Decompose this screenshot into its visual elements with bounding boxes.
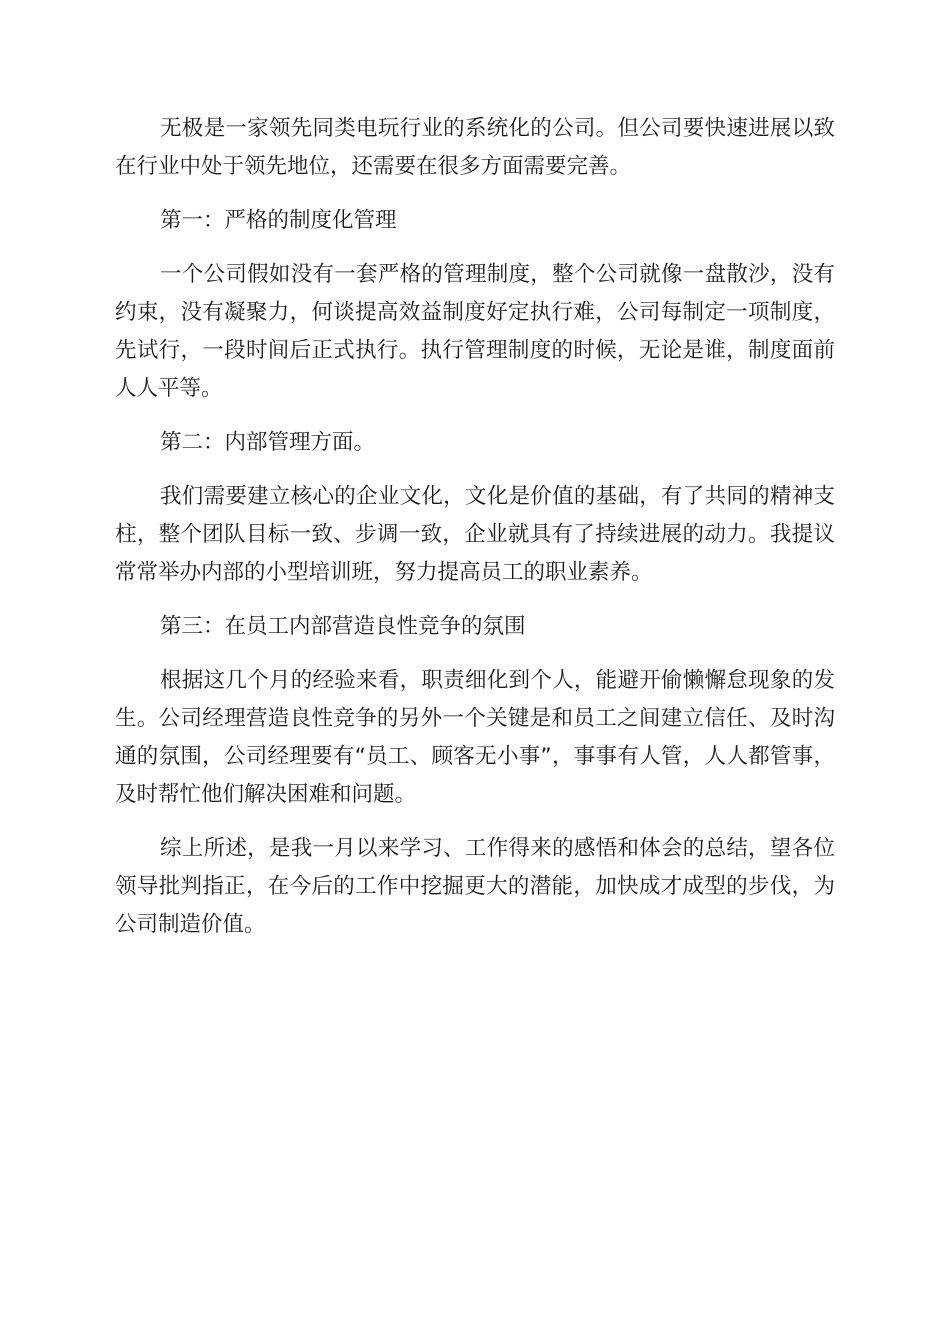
paragraph-corporate-culture: 我们需要建立核心的企业文化，文化是价值的基础，有了共同的精神支柱，整个团队目标一致、步调一致，企业就具有了持续进展的动力。我提议常常举办内部的小型培训班，努力提高员工的职业素养。 [115,484,835,585]
section-heading-2: 第二：内部管理方面。 [160,430,376,455]
section-heading-1: 第一：严格的制度化管理 [160,208,397,233]
paragraph-management-system: 一个公司假如没有一套严格的管理制度，整个公司就像一盘散沙，没有约束，没有凝聚力，何谈提高效益制度好定执行难，公司每制定一项制度，先试行，一段时间后正式执行。执行管理制度的时候，无论是谁，制度面前人人平等。 [115,262,835,401]
paragraph-intro: 无极是一家领先同类电玩行业的系统化的公司。但公司要快速进展以致在行业中处于领先地位，还需要在很多方面需要完善。 [115,116,835,179]
document-body [115,110,835,960]
paragraph-competition: 根据这几个月的经验来看，职责细化到个人，能避开偷懒懈怠现象的发生。公司经理营造良性竞争的另外一个关键是和员工之间建立信任、及时沟通的氛围，公司经理要有“员工、顾客无小事”，事事有人管，人人都管事，及时帮忙他们解决困难和问题。 [115,668,835,807]
paragraph-conclusion: 综上所述，是我一月以来学习、工作得来的感悟和体会的总结，望各位领导批判指正，在今后的工作中挖掘更大的潜能，加快成才成型的步伐，为公司制造价值。 [115,836,835,937]
section-heading-3: 第三：在员工内部营造良性竞争的氛围 [160,614,526,639]
